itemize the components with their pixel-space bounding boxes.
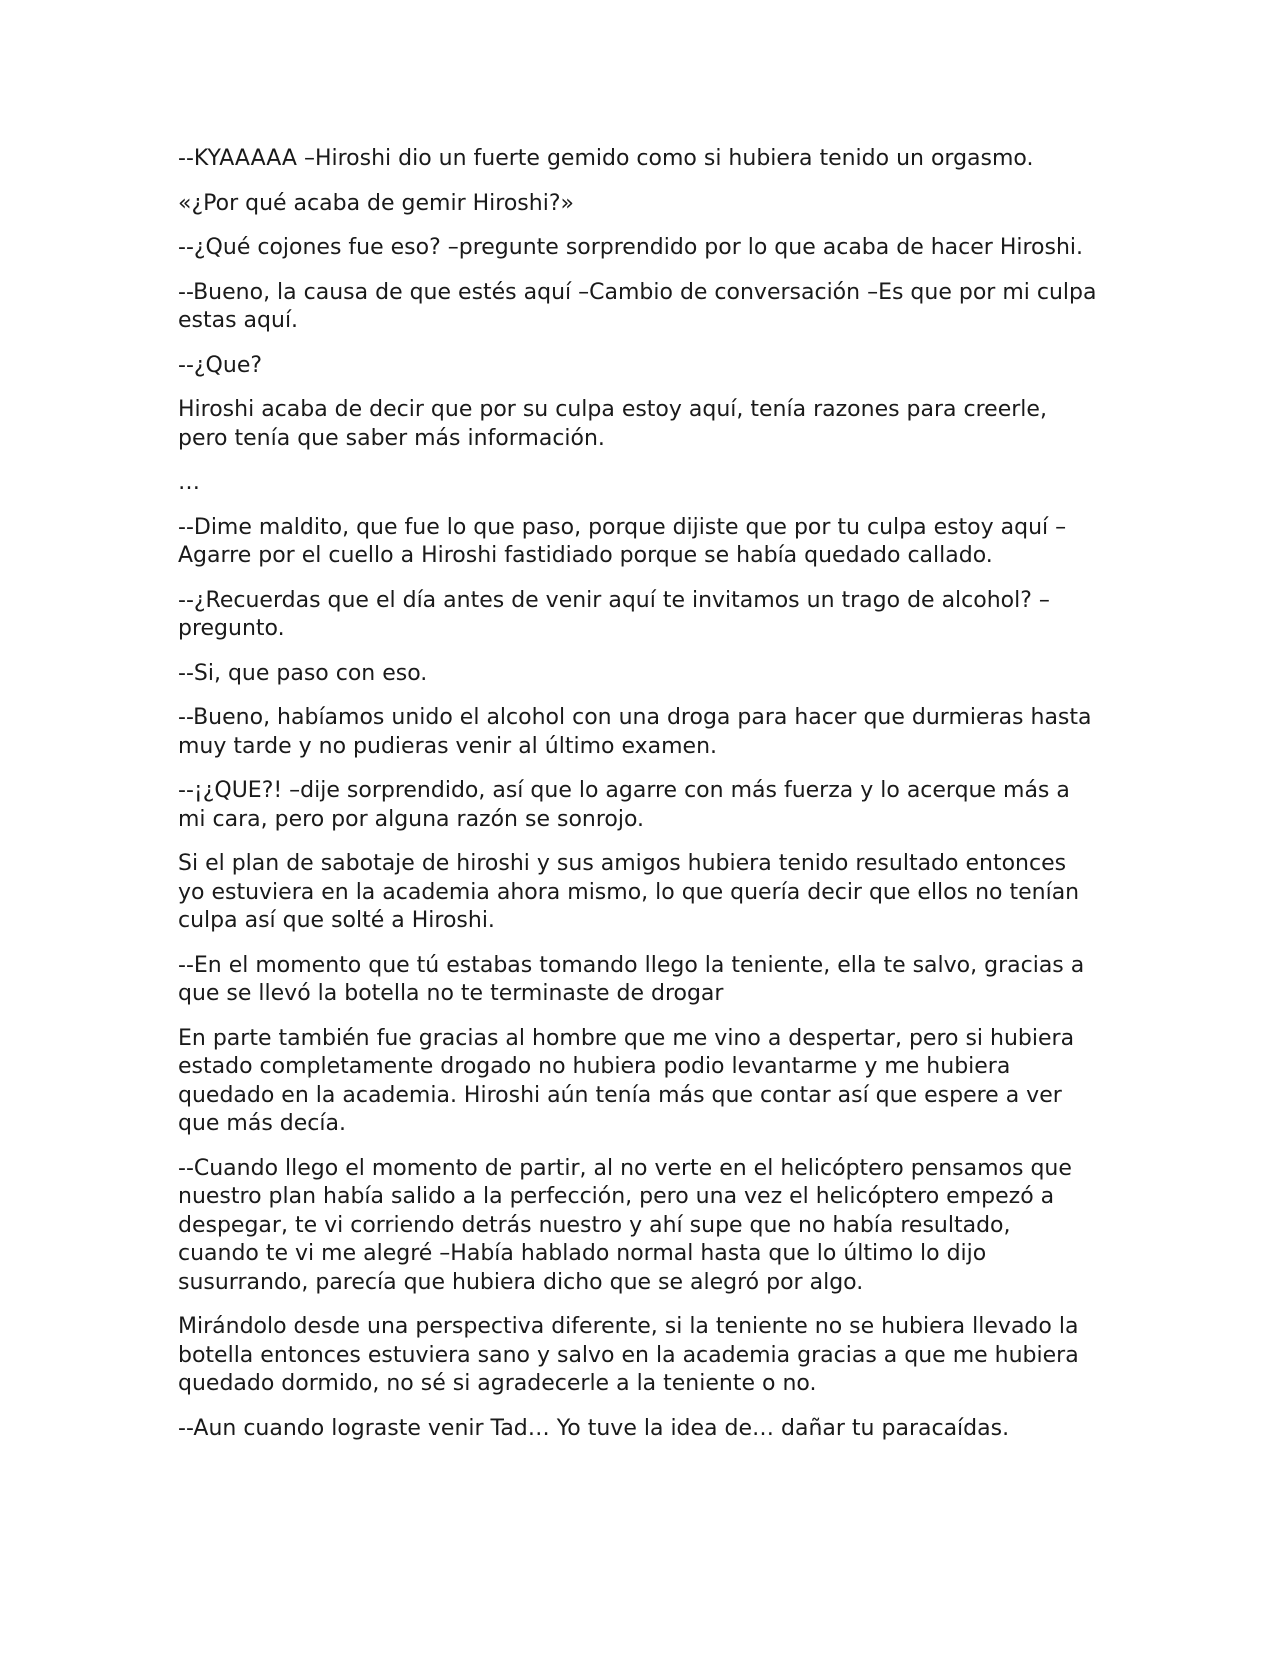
paragraph: --Cuando llego el momento de partir, al no verte en el helicóptero pensamos que nuestro plan había salido a la perfección, pero una vez el helicóptero empezó a despegar, te vi corriendo detrás nuestro y ahí supe que no había resultado, cuando te vi me alegré –Había hablado normal hasta que lo último lo dijo susurrando, parecía que hubiera dicho que se alegró por algo. — [178, 1155, 1072, 1295]
paragraph: --¿Que? — [178, 352, 263, 378]
paragraph: «¿Por qué acaba de gemir Hiroshi?» — [178, 190, 574, 216]
paragraph: --¿Qué cojones fue eso? –pregunte sorprendido por lo que acaba de hacer Hiroshi. — [178, 235, 1084, 260]
paragraph: Mirándolo desde una perspectiva diferente, si la teniente no se hubiera llevado la botella entonces estuviera sano y salvo en la academia gracias a que me hubiera quedado dormido, no sé si agradecerle a la teniente o no. — [178, 1314, 1079, 1396]
paragraph: --Bueno, la causa de que estés aquí –Cambio de conversación –Es que por mi culpa estas aquí. — [178, 279, 1097, 333]
paragraph: --Si, que paso con eso. — [178, 660, 428, 686]
paragraph: --En el momento que tú estabas tomando llego la teniente, ella te salvo, gracias a que se llevó la botella no te terminaste de drogar — [178, 952, 1085, 1006]
paragraph: Hiroshi acaba de decir que por su culpa estoy aquí, tenía razones para creerle, pero tenía que saber más información. — [178, 397, 1047, 451]
paragraph: --KYAAAAA –Hiroshi dio un fuerte gemido como si hubiera tenido un orgasmo. — [178, 146, 1034, 171]
paragraph: --Dime maldito, que fue lo que paso, porque dijiste que por tu culpa estoy aquí –Agarre por el cuello a Hiroshi fastidiado porque se había quedado callado. — [178, 514, 1067, 568]
paragraph: --Bueno, habíamos unido el alcohol con una droga para hacer que durmieras hasta muy tarde y no pudieras venir al último examen. — [178, 705, 1092, 759]
paragraph: --¿Recuerdas que el día antes de venir aquí te invitamos un trago de alcohol? –pregunto. — [178, 587, 1050, 641]
paragraph: --¡¿QUE?! –dije sorprendido, así que lo agarre con más fuerza y lo acerque más a mi cara, pero por alguna razón se sonrojo. — [178, 778, 1070, 832]
paragraph: En parte también fue gracias al hombre que me vino a despertar, pero si hubiera estado completamente drogado no hubiera podio levantarme y me hubiera quedado en la academia. Hiroshi aún tenía más que contar así que espere a ver que más decía. — [178, 1025, 1075, 1136]
document-page — [178, 145, 1098, 1459]
paragraph: … — [178, 470, 200, 495]
paragraph: --Aun cuando lograste venir Tad… Yo tuve la idea de… dañar tu paracaídas. — [178, 1415, 1010, 1441]
paragraph: Si el plan de sabotaje de hiroshi y sus amigos hubiera tenido resultado entonces yo estuviera en la academia ahora mismo, lo que quería decir que ellos no tenían culpa así que solté a Hiroshi. — [178, 851, 1080, 933]
